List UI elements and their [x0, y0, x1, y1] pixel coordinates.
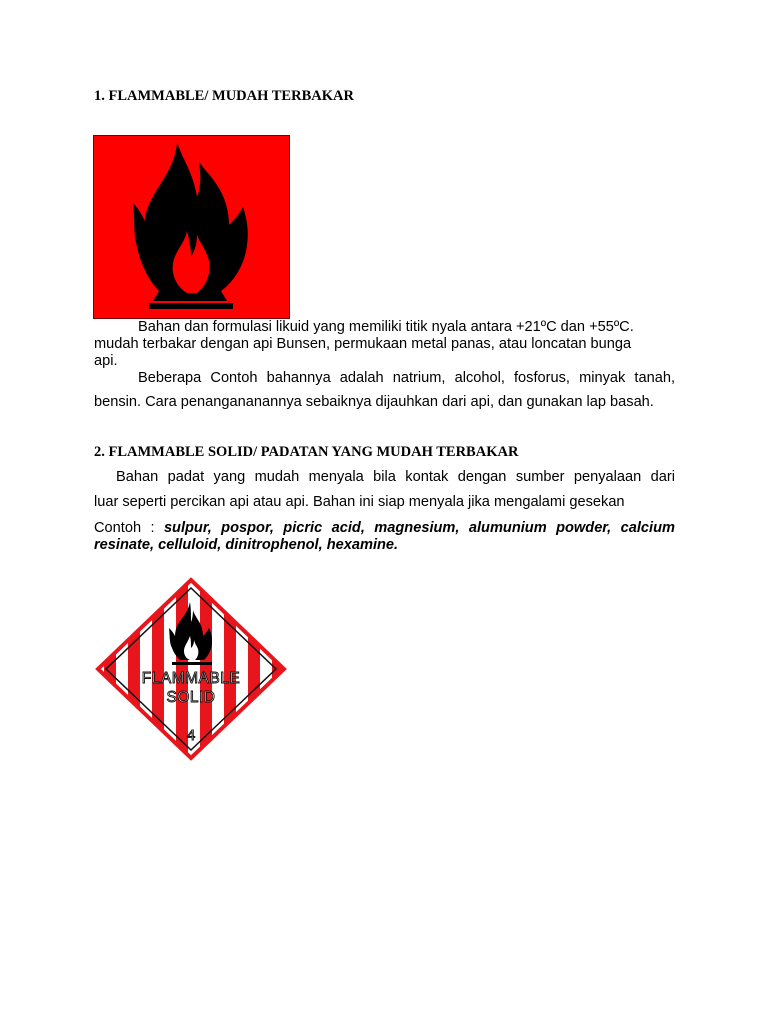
sign-label-line2: SOLID: [166, 689, 216, 706]
examples-list-part1: sulpur, pospor, picric acid, magnesium, alumunium powder, calcium: [163, 520, 675, 536]
section1-para2-line1: Beberapa Contoh bahannya adalah natrium, alcohol, fosforus, minyak tanah,: [138, 370, 675, 386]
section1-para1-line3: api.: [94, 353, 118, 369]
section2-heading: 2. FLAMMABLE SOLID/ PADATAN YANG MUDAH TERBAKAR: [94, 444, 519, 460]
section2-examples-line1: [94, 520, 675, 537]
examples-label: Contoh :: [94, 520, 155, 536]
section2-para-line2: luar seperti percikan api atau api. Bahan ini siap menyala jika mengalami gesekan: [94, 494, 625, 510]
section2-para-line1: Bahan padat yang mudah menyala bila kontak dengan sumber penyalaan dari: [116, 469, 675, 485]
section1-para1-line2: mudah terbakar dengan api Bunsen, permukaan metal panas, atau loncatan bunga: [94, 336, 632, 352]
section1-heading: 1. FLAMMABLE/ MUDAH TERBAKAR: [94, 88, 354, 104]
sign-class-number: 4: [186, 727, 196, 744]
sign-label-line1: FLAMMABLE: [141, 670, 241, 687]
flammable-solid-sign: [94, 576, 288, 762]
section2-examples-line2: resinate, celluloid, dinitrophenol, hexamine.: [94, 537, 399, 553]
section1-para2-line2: bensin. Cara penangananannya sebaiknya dijauhkan dari api, dan gunakan lap basah.: [94, 394, 654, 410]
flammable-symbol: [93, 135, 290, 319]
section1-para1-line1: Bahan dan formulasi likuid yang memiliki titik nyala antara +21ºC dan +55ºC.: [138, 319, 634, 335]
